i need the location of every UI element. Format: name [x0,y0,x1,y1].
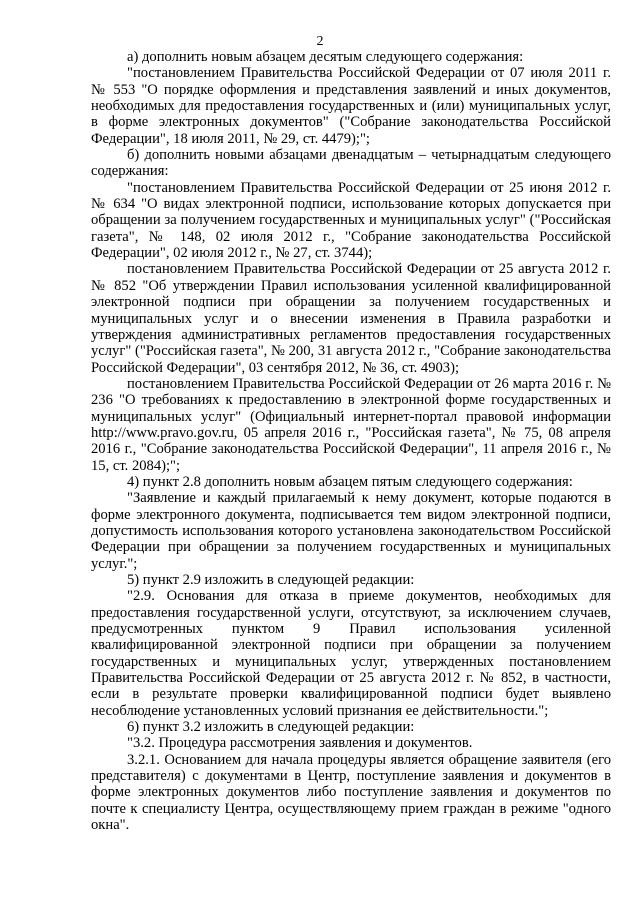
paragraph-quote-236: постановлением Правительства Российской Федерации от 26 марта 2016 г. № 236 "О требованиях к предоставлению в электронной форме государственных и муниципальных услуг" (Официальный интернет-портал правовой информации http://www.pravo.gov.ru, 05 апреля 2016 г., "Российская газета", № 75, 08 апреля 2016 г., "Собрание законодательства Российской Федерации", 11 апреля 2016 г., № 15, ст. 2084);"; [91,375,611,474]
page-number: 2 [316,34,324,49]
paragraph-amendment-a: а) дополнить новым абзацем десятым следующего содержания: [127,49,524,65]
paragraph-quote-852: постановлением Правительства Российской Федерации от 25 августа 2012 г. № 852 "Об утверждении Правил использования усиленной квалифицированной электронной подписи при обращении за получением государственных и муниципальных услуг и о внесении изменения в Правила разработки и утверждения административных регламентов предоставления государственных услуг" ("Российская газета", № 200, 31 августа 2012 г., "Собрание законодательства Российской Федерации", 03 сентября 2012, № 36, ст. 4903); [91,261,611,376]
paragraph-quote-634: "постановлением Правительства Российской Федерации от 25 июня 2012 г. № 634 "О видах электронной подписи, использование которых допускается при обращении за получением государственных и муниципальных услуг" ("Российская газета", № 148, 02 июля 2012 г., "Собрание законодательства Российской Федерации", 02 июля 2012 г., № 27, ст. 3744); [91,179,611,262]
paragraph-quote-2-8: "Заявление и каждый прилагаемый к нему документ, которые подаются в форме электронного документа, подписывается тем видом электронной подписи, допустимость использования которого установлена законодательством Российской Федерации при обращении за получением государственных и муниципальных услуг."; [91,490,611,572]
paragraph-quote-3-2: "3.2. Процедура рассмотрения заявления и документов. [127,735,473,752]
paragraph-amendment-b: б) дополнить новыми абзацами двенадцатым – четырнадцатым следующего содержания: [91,147,611,180]
paragraph-quote-2-9: "2.9. Основания для отказа в приеме документов, необходимых для предоставления государственной услуги, отсутствуют, за исключением случаев, предусмотренных пунктом 9 Правил использования усиленной квалифицированной электронной подписи при обращении за получением государственных и муниципальных услуг, утвержденных постановлением Правительства Российской Федерации от 25 августа 2012 г. № 852, в частности, если в результате проверки квалифицированной подписи будет выявлено несоблюдение установленных условий признания ее действительности."; [91,588,611,719]
paragraph-item-4: 4) пункт 2.8 дополнить новым абзацем пятым следующего содержания: [127,473,573,490]
paragraph-quote-553: "постановлением Правительства Российской Федерации от 07 июля 2011 г. № 553 "О порядке оформления и представления заявлений и иных документов, необходимых для предоставления государственных и (или) муниципальных услуг, в форме электронных документов" ("Собрание законодательства Российской Федерации", 18 июля 2011, № 29, ст. 4479);"; [91,65,611,147]
document-body [91,49,611,834]
paragraph-item-6: 6) пункт 3.2 изложить в следующей редакции: [127,719,415,736]
paragraph-quote-3-2-1: 3.2.1. Основанием для начала процедуры является обращение заявителя (его представителя) с документами в Центр, поступление заявления и документов в форме электронных документов либо поступление заявления и документов по почте к специалисту Центра, осуществляющему прием граждан в режиме "одного окна". [91,751,611,834]
paragraph-item-5: 5) пункт 2.9 изложить в следующей редакции: [127,572,415,588]
